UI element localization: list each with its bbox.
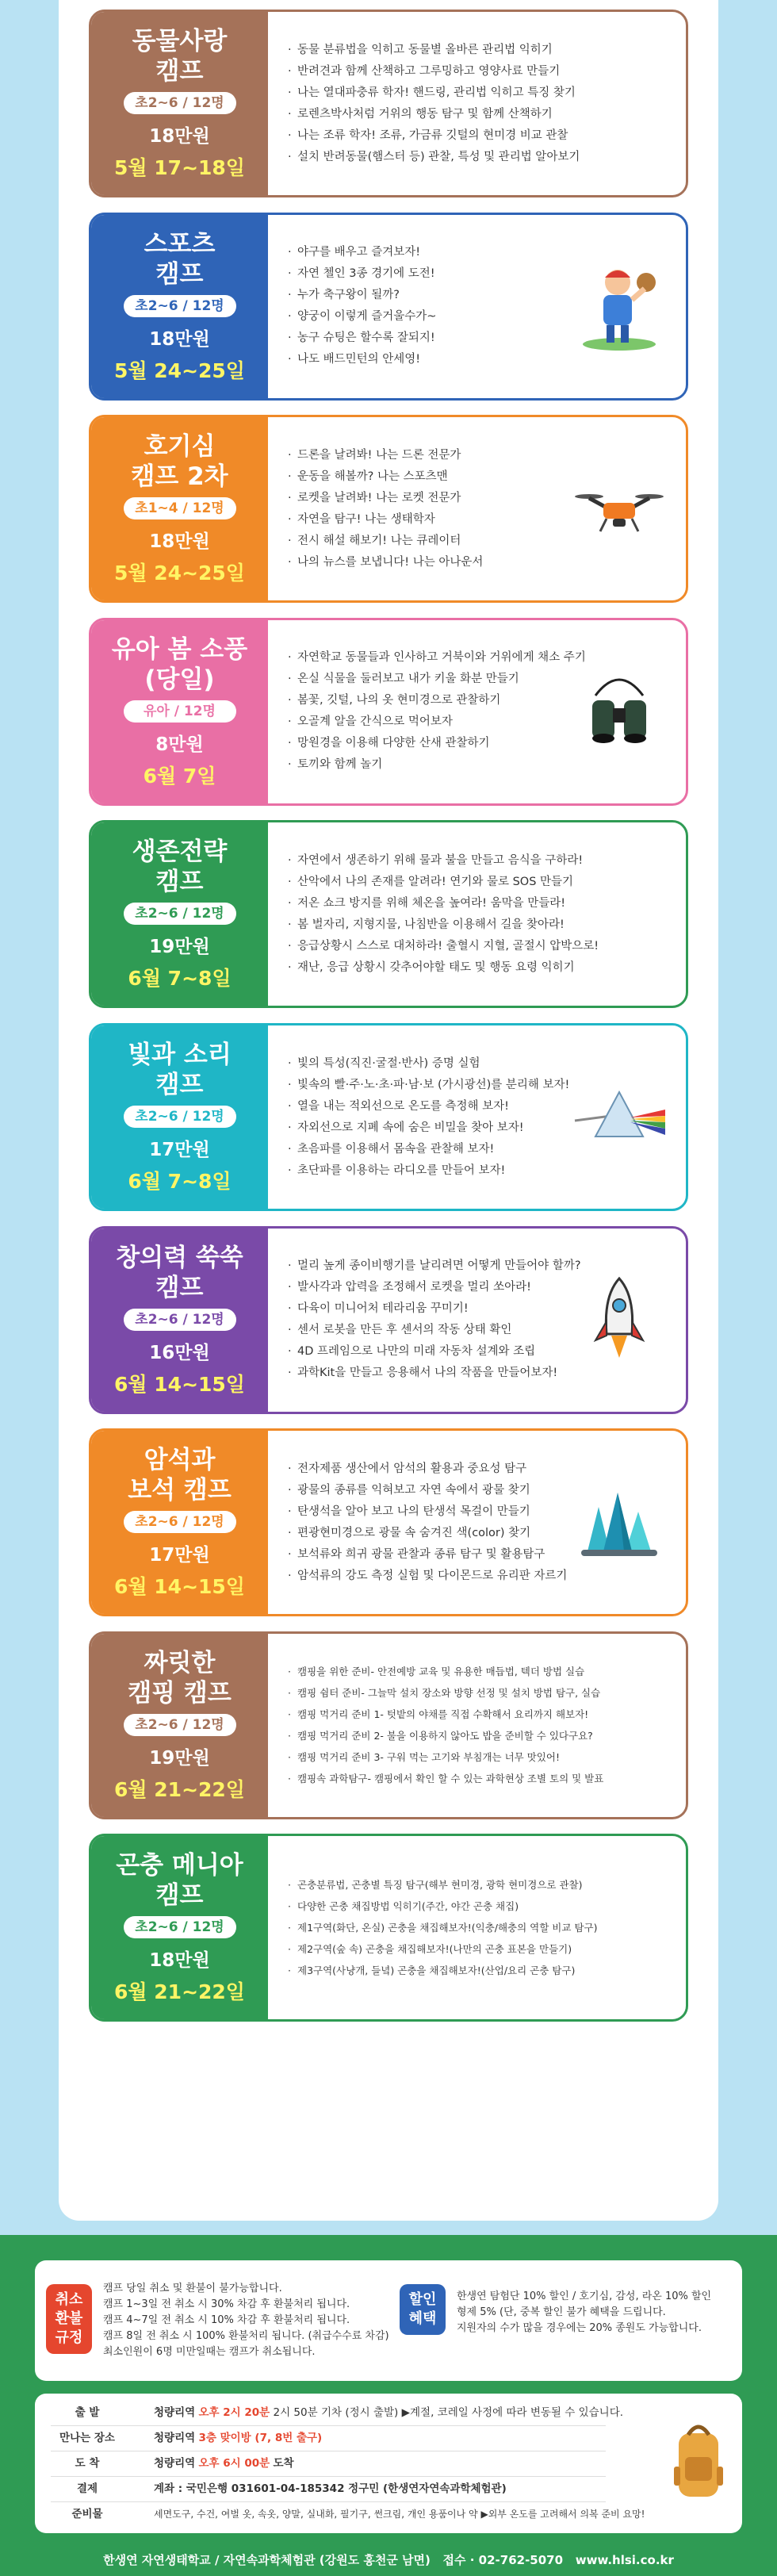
list-item: · 제2구역(숲 속) 곤충을 채집해보자!(나만의 곤충 표본을 만들기) bbox=[286, 1938, 670, 1960]
list-item: · 드론을 날려봐! 나는 드론 전문가 bbox=[286, 445, 567, 466]
list-item: · 멀리 높게 종이비행기를 날리려면 어떻게 만들어야 할까? bbox=[286, 1255, 567, 1277]
camp-price: 17만원 bbox=[149, 1140, 210, 1160]
camp-card bbox=[89, 1023, 688, 1211]
camp-card bbox=[89, 1834, 688, 2022]
list-item: · 나는 조류 학자! 조류, 가금류 깃털의 현미경 비교 관찰 bbox=[286, 125, 670, 147]
camp-title: 동물사랑 bbox=[132, 27, 228, 56]
list-item: · 제1구역(화단, 온실) 곤충을 채집해보자!(익충/해충의 역할 비교 탐구) bbox=[286, 1917, 670, 1938]
camp-price: 16만원 bbox=[149, 1342, 210, 1363]
list-item: · 응급상황시 스스로 대처하라! 출혈시 지혈, 골절시 압박으로! bbox=[286, 936, 670, 957]
camp-price: 18만원 bbox=[149, 328, 210, 350]
refund-badge: 취소 환불 규정 bbox=[46, 2284, 92, 2354]
camp-date: 6월 7~8일 bbox=[128, 967, 232, 991]
list-item: · 동물 분류법을 익히고 동물별 올바른 관리법 익히기 bbox=[286, 40, 670, 61]
camp-summary bbox=[91, 1025, 268, 1209]
list-item: · 편광현미경으로 광물 속 숨겨진 색(color) 찾기 bbox=[286, 1523, 567, 1544]
info-row-supplies: 준비물 세면도구, 수건, 여벌 옷, 속옷, 양말, 실내화, 필기구, 썬크림, 개인 용품이나 약 ▶외부 온도를 고려해서 의복 준비 요망! bbox=[71, 2508, 645, 2520]
list-item: · 자연 첼인 3종 경기에 도전! bbox=[286, 263, 567, 285]
list-item: · 재난, 응급 상황시 갖추어야할 태도 및 행동 요령 익히기 bbox=[286, 957, 670, 979]
schedule-table bbox=[35, 2394, 742, 2533]
list-item: · 발사각과 압력을 조정해서 로켓을 멀리 쏘아라! bbox=[286, 1277, 567, 1298]
camp-grade-badge: 초2~6 / 12명 bbox=[124, 92, 236, 114]
camp-card bbox=[89, 618, 688, 806]
list-item: · 캠핑속 과학탐구- 캠핑에서 확인 할 수 있는 과학현상 조별 토의 및 발표 bbox=[286, 1768, 670, 1789]
list-item: · 나는 열대파충류 학자! 핸드링, 관리법 익히고 특징 찾기 bbox=[286, 82, 670, 104]
camp-date: 6월 14~15일 bbox=[114, 1575, 245, 1599]
camp-date: 5월 24~25일 bbox=[114, 358, 245, 382]
info-row-meeting: 만나는 장소 청량리역 3층 맞이방 (7, 8번 출구) bbox=[59, 2432, 323, 2444]
camp-card bbox=[89, 10, 688, 197]
list-item: · 로렌츠박사처럼 거위의 행동 탐구 및 함께 산책하기 bbox=[286, 104, 670, 125]
camp-title: 호기심 bbox=[144, 432, 216, 462]
camp-title: 보석 캠프 bbox=[128, 1476, 232, 1505]
camp-grade-badge: 초1~4 / 12명 bbox=[124, 497, 236, 519]
camp-grade-badge: 유아 / 12명 bbox=[124, 700, 236, 723]
camp-card bbox=[89, 1226, 688, 1414]
camp-activity-list bbox=[286, 620, 586, 803]
camp-date: 6월 21~22일 bbox=[114, 1980, 245, 2004]
list-item: · 산악에서 나의 존재를 알려라! 연기와 물로 SOS 만들기 bbox=[286, 872, 670, 893]
drone-icon bbox=[572, 462, 667, 557]
camp-summary bbox=[91, 417, 268, 600]
camp-price: 19만원 bbox=[149, 937, 210, 958]
camp-activity-list bbox=[286, 1836, 670, 2019]
list-item: · 봄 벌자리, 지형지물, 나침반을 이용해서 길을 찾아라! bbox=[286, 914, 670, 936]
camp-date: 6월 7~8일 bbox=[128, 1170, 232, 1193]
list-item: · 열을 내는 적외선으로 온도를 측정해 보자! bbox=[286, 1096, 567, 1117]
list-item: · 양궁이 이렇게 즐거울수가~ bbox=[286, 306, 567, 328]
list-item: · 봄꽃, 깃털, 나의 옷 현미경으로 관찰하기 bbox=[286, 690, 567, 711]
list-item: · 자연에서 생존하기 위해 물과 불을 만들고 음식을 구하라! bbox=[286, 850, 670, 872]
list-item: · 설치 반려동물(햄스터 등) 관찰, 특성 및 관리법 알아보기 bbox=[286, 147, 670, 168]
camp-grade-badge: 초2~6 / 12명 bbox=[124, 1916, 236, 1938]
camp-title: 스포츠 bbox=[144, 229, 216, 259]
camp-price: 8만원 bbox=[155, 734, 204, 755]
camp-summary bbox=[91, 1229, 268, 1412]
list-item: · 농구 슈팅은 할수록 잘되지! bbox=[286, 328, 567, 349]
list-item: · 저온 쇼크 방지를 위해 체온을 높여라! 움막을 만들라! bbox=[286, 893, 670, 914]
camp-price: 19만원 bbox=[149, 1747, 210, 1769]
backpack-icon bbox=[671, 2417, 726, 2505]
camp-summary bbox=[91, 12, 268, 195]
camp-card bbox=[89, 213, 688, 401]
crystal-icon bbox=[572, 1475, 667, 1570]
camp-price: 17만원 bbox=[149, 1545, 210, 1566]
list-item: · 다양한 곤충 채집방법 익히기(주간, 야간 곤충 채집) bbox=[286, 1896, 670, 1917]
policy-box bbox=[35, 2260, 742, 2381]
list-item: · 자연을 탐구! 나는 생태학자 bbox=[286, 509, 567, 531]
list-item: · 로켓을 날려봐! 나는 로켓 전문가 bbox=[286, 488, 567, 509]
camp-summary bbox=[91, 1836, 268, 2019]
camp-title: 곤충 메니아 bbox=[116, 1851, 243, 1880]
camp-grade-badge: 초2~6 / 12명 bbox=[124, 1511, 236, 1533]
camp-title: 캠프 bbox=[155, 868, 204, 897]
refund-text: 캠프 당일 취소 및 환불이 불가능합니다. 캠프 1~3일 전 취소 시 30% 차감 후 환불처리 됩니다. 캠프 4~7일 전 취소 시 10% 차감 후 환불처리 됩니다. 캠프 8일 전 취소 시 100% 환불처리 됩니다. (취급수수료 차감) 최소인원이 6명 미만일때는 캠프가 취소됩니다. bbox=[103, 2283, 389, 2358]
camp-date: 5월 24~25일 bbox=[114, 562, 245, 585]
camp-card bbox=[89, 1428, 688, 1616]
camp-card bbox=[89, 1631, 688, 1819]
list-item: · 야구를 배우고 즐겨보자! bbox=[286, 242, 567, 263]
list-item: · 캠핑 먹거리 준비 2- 불을 이용하지 않아도 밥을 준비할 수 있다구요? bbox=[286, 1725, 670, 1746]
camp-date: 6월 14~15일 bbox=[114, 1372, 245, 1396]
list-item: · 캠핑을 위한 준비- 안전예방 교육 및 유용한 매듭법, 텍더 방법 실습 bbox=[286, 1661, 670, 1682]
list-item: · 빛속의 빨·주·노·초·파·남·보 (가시광선)를 분리해 보자! bbox=[286, 1075, 567, 1096]
list-item: · 보석류와 희귀 광물 관찰과 종류 탐구 및 활용탐구 bbox=[286, 1544, 567, 1566]
camp-activity-list bbox=[286, 1025, 570, 1209]
discount-badge: 할인 혜택 bbox=[400, 2284, 446, 2335]
list-item: · 빛의 특성(직진·굴절·반사) 증명 실험 bbox=[286, 1053, 567, 1075]
list-item: · 다육이 미니어처 테라리움 꾸미기! bbox=[286, 1298, 567, 1320]
list-item: · 캠핑 쉼터 준비- 그늘막 설치 장소와 방향 선정 및 설치 방법 탐구, 실습 bbox=[286, 1682, 670, 1704]
camp-title: (당일) bbox=[144, 665, 215, 694]
camp-title: 생존전략 bbox=[132, 838, 228, 867]
info-section bbox=[0, 2235, 777, 2576]
camp-summary bbox=[91, 215, 268, 398]
list-item: · 초단파를 이용하는 라디오를 만들어 보자! bbox=[286, 1160, 567, 1182]
list-item: · 캠핑 먹거리 준비 3- 구워 먹는 고기와 부침개는 너무 맛있어! bbox=[286, 1746, 670, 1768]
camp-title: 짜릿한 bbox=[144, 1648, 216, 1677]
baseball-player-icon bbox=[572, 259, 667, 354]
rocket-icon bbox=[572, 1272, 667, 1367]
camp-grade-badge: 초2~6 / 12명 bbox=[124, 1714, 236, 1736]
camp-date: 5월 17~18일 bbox=[114, 156, 245, 179]
prism-icon bbox=[572, 1070, 667, 1165]
list-item: · 누가 축구왕이 될까? bbox=[286, 285, 567, 306]
camp-activity-list bbox=[286, 1634, 670, 1817]
camp-price: 18만원 bbox=[149, 1950, 210, 1972]
list-item: · 곤충분류법, 곤충별 특징 탐구(해부 현미경, 광학 현미경으로 관찰) bbox=[286, 1874, 670, 1896]
list-item: · 자외선으로 지폐 속에 숨은 비밀을 찾아 보자! bbox=[286, 1117, 567, 1139]
camp-grade-badge: 초2~6 / 12명 bbox=[124, 903, 236, 925]
discount-text: 한생연 탐험단 10% 할인 / 호기심, 감성, 라온 10% 할인 형제 5% (단, 중복 할인 불가 혜택을 드립니다. 지원자의 수가 많을 경우에는 20% 종원도 가능합니다. bbox=[457, 2290, 712, 2334]
list-item: · 4D 프레임으로 나만의 미래 자동차 설계와 조립 bbox=[286, 1341, 567, 1363]
camp-summary bbox=[91, 1634, 268, 1817]
camp-date: 6월 21~22일 bbox=[114, 1777, 245, 1801]
camp-title: 빛과 소리 bbox=[128, 1041, 232, 1069]
list-item: · 과학Kit을 만들고 응용해서 나의 작품을 만들어보자! bbox=[286, 1363, 567, 1384]
camp-title: 캠핑 캠프 bbox=[128, 1678, 232, 1708]
camp-summary bbox=[91, 822, 268, 1006]
list-item: · 전시 해설 해보기! 나는 큐레이터 bbox=[286, 531, 567, 552]
list-item: · 나도 배드민턴의 안세영! bbox=[286, 349, 567, 370]
camp-summary bbox=[91, 1431, 268, 1614]
camp-title: 유아 봄 소풍 bbox=[111, 634, 248, 664]
info-row-depart: 출 발 청량리역 오후 2시 20분 2시 50분 기차 (정시 출발) ▶계절, 코레일 사정에 따라 변동될 수 있습니다. bbox=[75, 2406, 624, 2419]
camp-card bbox=[89, 415, 688, 603]
camp-grade-badge: 초2~6 / 12명 bbox=[124, 1309, 236, 1331]
camp-price: 18만원 bbox=[149, 531, 210, 553]
binoculars-icon bbox=[572, 664, 667, 759]
camp-title: 캠프 bbox=[155, 57, 204, 86]
footer: 한생연 자연생태학교 / 자연속과학체험관 (강원도 홍천군 남면) 접수 · 02-762-5070 www.hlsi.co.kr bbox=[103, 2553, 674, 2567]
camp-activity-list bbox=[286, 822, 670, 1006]
camp-summary bbox=[91, 620, 268, 803]
list-item: · 센서 로봇을 만든 후 센서의 작동 상태 확인 bbox=[286, 1320, 567, 1341]
list-item: · 온실 식물을 둘러보고 내가 키울 화분 만들기 bbox=[286, 669, 567, 690]
camp-activity-list bbox=[286, 1229, 581, 1412]
camp-title: 캠프 bbox=[155, 1071, 204, 1099]
camp-title: 캠프 bbox=[155, 1881, 204, 1911]
list-item: · 제3구역(사냥개, 들녘) 곤충을 채집해보자!(산업/요리 곤충 탐구) bbox=[286, 1960, 670, 1981]
camp-title: 창의력 쑥쑥 bbox=[116, 1243, 243, 1272]
list-item: · 반려견과 함께 산책하고 그루밍하고 영양사료 만들기 bbox=[286, 61, 670, 82]
list-item: · 자연학교 동물들과 인사하고 거북이와 거위에게 채소 주기 bbox=[286, 647, 567, 669]
camp-title: 암석과 bbox=[144, 1446, 216, 1475]
list-item: · 전자제품 생산에서 암석의 활용과 중요성 탐구 bbox=[286, 1459, 567, 1480]
camp-title: 캠프 bbox=[155, 1273, 204, 1302]
info-row-arrive: 도 착 청량리역 오후 6시 00분 도착 bbox=[75, 2457, 294, 2470]
camp-board bbox=[59, 0, 718, 2221]
camp-activity-list bbox=[286, 215, 567, 398]
list-item: · 암석류의 강도 측정 실험 및 다이몬드로 유리판 자르기 bbox=[286, 1566, 567, 1587]
camp-date: 6월 7일 bbox=[143, 764, 216, 788]
camp-grade-badge: 초2~6 / 12명 bbox=[124, 1106, 236, 1128]
list-item: · 오골계 알을 간식으로 먹어보자 bbox=[286, 711, 567, 733]
camp-activity-list bbox=[286, 417, 567, 600]
list-item: · 초음파를 이용해서 몸속을 관찰해 보자! bbox=[286, 1139, 567, 1160]
list-item: · 광물의 종류를 익혀보고 자연 속에서 광물 찾기 bbox=[286, 1480, 567, 1501]
camp-price: 18만원 bbox=[149, 126, 210, 147]
camp-activity-list bbox=[286, 1431, 567, 1614]
list-item: · 망원경을 이용해 다양한 산새 관찰하기 bbox=[286, 733, 567, 754]
info-row-payment: 결제 계좌 : 국민은행 031601-04-185342 정구민 (한생연자연속과학체험관) bbox=[76, 2482, 507, 2495]
camp-title: 캠프 2차 bbox=[131, 462, 228, 492]
list-item: · 캠핑 먹거리 준비 1- 텃밭의 야채를 직접 수확해서 요리까지 해보자! bbox=[286, 1704, 670, 1725]
list-item: · 운동을 해볼까? 나는 스포츠맨 bbox=[286, 466, 567, 488]
camp-title: 캠프 bbox=[155, 259, 204, 289]
camp-activity-list bbox=[286, 12, 670, 195]
list-item: · 탄생석을 알아 보고 나의 탄생석 목걸이 만들기 bbox=[286, 1501, 567, 1523]
list-item: · 토끼와 함께 놀기 bbox=[286, 754, 567, 776]
list-item: · 나의 뉴스를 보냅니다! 나는 아나운서 bbox=[286, 552, 567, 573]
camp-card bbox=[89, 820, 688, 1008]
camp-grade-badge: 초2~6 / 12명 bbox=[124, 295, 236, 317]
